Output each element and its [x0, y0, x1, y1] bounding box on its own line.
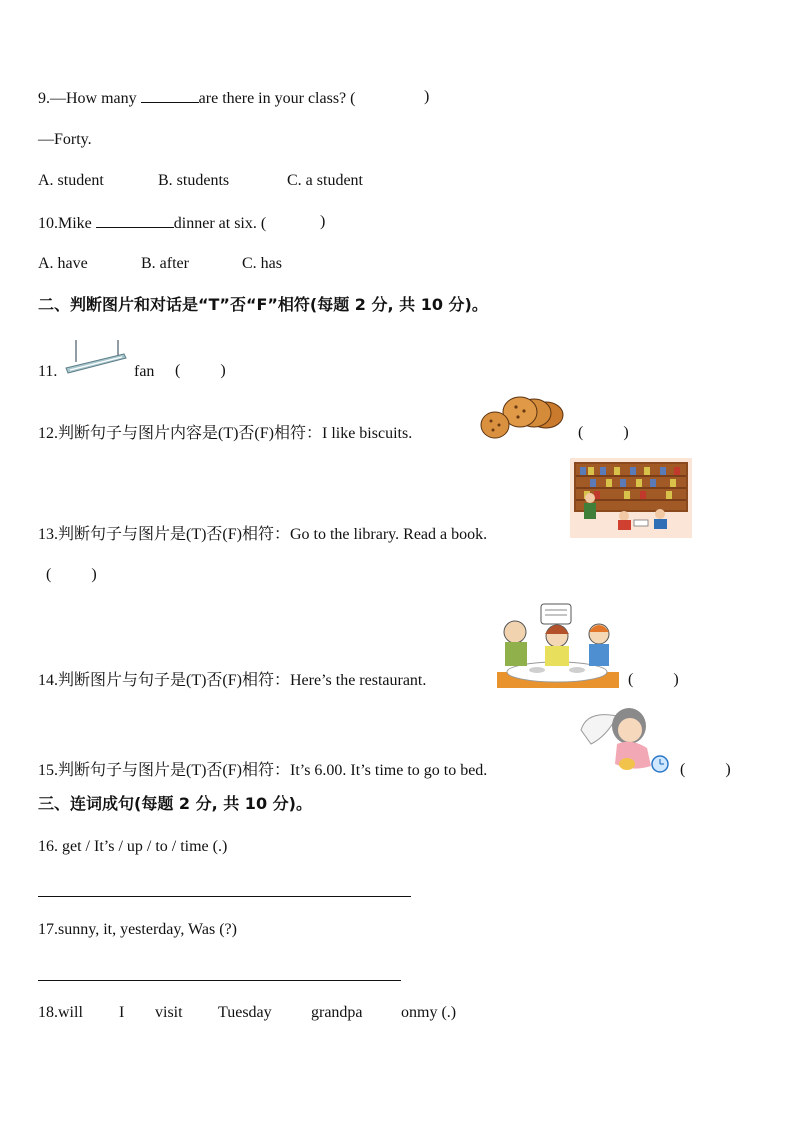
q9-prefix: 9.—How many: [38, 90, 141, 107]
q11-number: 11.: [38, 363, 58, 380]
q10-prefix: 10.Mike: [38, 215, 96, 232]
q9-answer: —Forty.: [38, 131, 92, 148]
q17-answer-line[interactable]: [38, 980, 401, 981]
biscuits-illustration: [480, 395, 566, 443]
restaurant-illustration: [497, 602, 619, 688]
section-2-title: 二、判断图片和对话是“T”否“F”相符(每题 2 分, 共 10 分)。: [38, 295, 488, 314]
q10-question: [38, 213, 266, 234]
q12-answer-paren[interactable]: ( ): [578, 424, 629, 441]
q10-option-b[interactable]: B. after: [141, 255, 189, 272]
q18-word: 18.will: [38, 1004, 83, 1021]
q18-word: onmy (.): [401, 1004, 457, 1021]
fluorescent-lamp-illustration: [62, 338, 128, 378]
q9-question: [38, 88, 355, 109]
q10-suffix: dinner at six. (: [173, 215, 267, 232]
section-3-title: 三、连词成句(每题 2 分, 共 10 分)。: [38, 794, 312, 813]
library-illustration: [570, 458, 692, 538]
q18-word: Tuesday: [218, 1004, 272, 1021]
q11-answer-paren[interactable]: ( ): [175, 362, 226, 379]
q18-word: visit: [155, 1004, 183, 1021]
q18-word: grandpa: [311, 1004, 363, 1021]
q9-option-c[interactable]: C. a student: [287, 172, 363, 189]
q17-text: 17.sunny, it, yesterday, Was (?): [38, 921, 237, 938]
q10-answer-close: ): [320, 213, 326, 230]
q13-text: 13.判断句子与图片是(T)否(F)相符：Go to the library. Read a book.: [38, 526, 488, 543]
q14-text: 14.判断图片与句子是(T)否(F)相符：Here’s the restaurant.: [38, 672, 427, 689]
q10-blank[interactable]: [96, 213, 174, 228]
q15-text: 15.判断句子与图片是(T)否(F)相符：It’s 6.00. It’s time to go to bed.: [38, 762, 488, 779]
q9-blank[interactable]: [141, 88, 199, 103]
q9-option-b[interactable]: B. students: [158, 172, 230, 189]
q9-suffix: are there in your class? (: [198, 90, 356, 107]
q16-answer-line[interactable]: [38, 896, 411, 897]
q15-answer-paren[interactable]: ( ): [680, 761, 731, 778]
q18-word: I: [119, 1004, 125, 1021]
q9-option-a[interactable]: A. student: [38, 172, 104, 189]
q11-word: fan: [134, 363, 155, 380]
q14-answer-paren[interactable]: ( ): [628, 671, 679, 688]
q13-answer-paren[interactable]: ( ): [46, 566, 97, 583]
sleepy-girl-illustration: [577, 700, 673, 778]
q9-answer-close: ): [424, 88, 430, 105]
q10-option-a[interactable]: A. have: [38, 255, 88, 272]
q16-text: 16. get / It’s / up / to / time (.): [38, 838, 228, 855]
q10-option-c[interactable]: C. has: [242, 255, 282, 272]
q12-text: 12.判断句子与图片内容是(T)否(F)相符：I like biscuits.: [38, 425, 413, 442]
